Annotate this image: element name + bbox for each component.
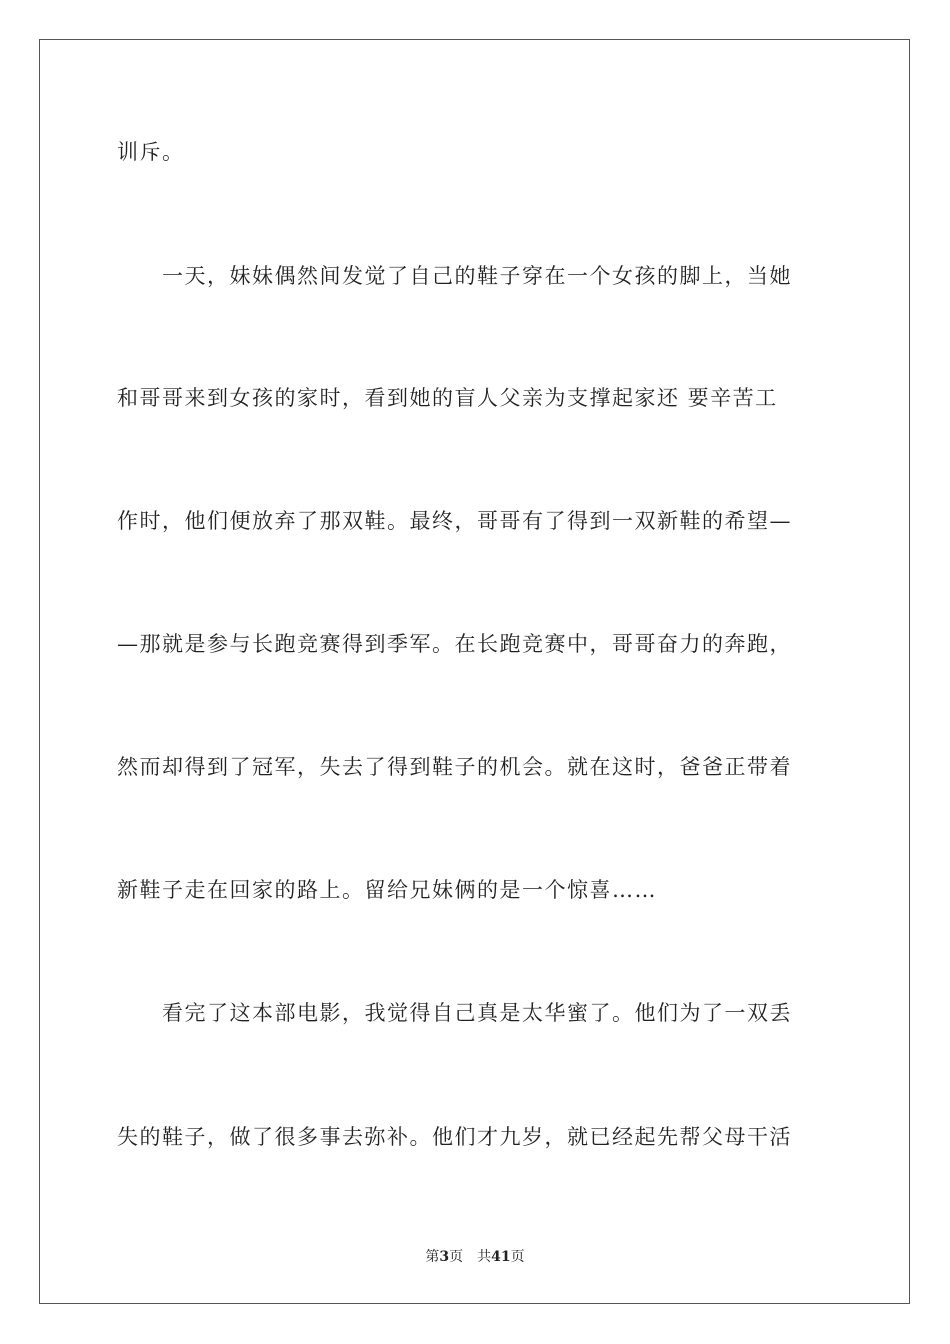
total-prefix: 共: [477, 1249, 492, 1265]
text-line-8: 看完了这本部电影，我觉得自己真是太华蜜了。他们为了一双丢: [117, 1001, 792, 1025]
total-suffix: 页: [510, 1249, 525, 1265]
text-line-1: 训斥。: [117, 140, 185, 164]
page-frame: [39, 39, 910, 1304]
text-line-7: 新鞋子走在回家的路上。留给兄妹俩的是一个惊喜……: [117, 878, 657, 902]
text-line-2: 一天，妹妹偶然间发觉了自己的鞋子穿在一个女孩的脚上，当她: [117, 264, 792, 288]
page-prefix: 第: [425, 1249, 440, 1265]
page-footer: [0, 1247, 950, 1267]
total-page-count: 41: [491, 1249, 511, 1265]
text-line-3: 和哥哥来到女孩的家时，看到她的盲人父亲为支撑起家还 要辛苦工: [117, 386, 778, 410]
text-line-4: 作时，他们便放弃了那双鞋。最终，哥哥有了得到一双新鞋的希望—: [117, 509, 792, 533]
text-line-9: 失的鞋子，做了很多事去弥补。他们才九岁，就已经起先帮父母干活: [117, 1125, 792, 1149]
page-suffix: 页: [449, 1249, 464, 1265]
text-line-5: —那就是参与长跑竞赛得到季军。在长跑竞赛中，哥哥奋力的奔跑，: [117, 632, 792, 656]
current-page-number: 3: [439, 1249, 450, 1265]
text-line-6: 然而却得到了冠军，失去了得到鞋子的机会。就在这时，爸爸正带着: [117, 755, 792, 779]
